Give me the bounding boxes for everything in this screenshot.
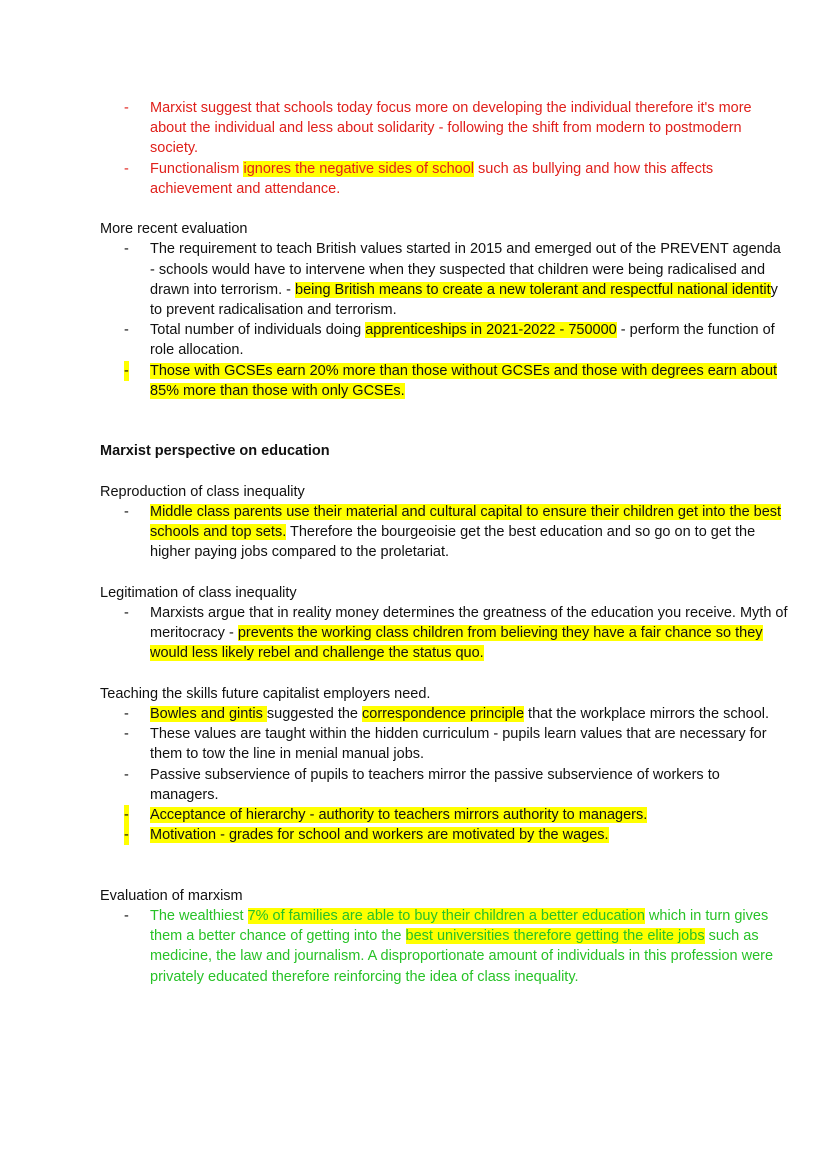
item-text: Passive subservience of pupils to teachers mirror the passive subservience of workers to managers. [150, 766, 720, 803]
item-text: - perform the function of role allocation. [150, 322, 775, 359]
list-item [100, 704, 788, 724]
bullet-dash: - [124, 361, 129, 381]
item-text: Therefore the bourgeoisie get the best education and so go on to get the higher paying jobs compared to the proletariat. [150, 524, 756, 561]
highlighted-text: 7% of families are able to buy their children a better education [247, 908, 645, 925]
item-text: The requirement to teach British values started in 2015 and emerged out of the PREVENT agenda - schools would have to intervene when they suspected that children were being radicalised and drawn into terrorism. - [150, 241, 781, 298]
item-text: which in turn gives them a better chance of getting into the [150, 908, 769, 945]
highlighted-text: Those with GCSEs earn 20% more than those without GCSEs and those with degrees earn about 85% more than those with only GCSEs. [150, 362, 778, 399]
item-text: such as bullying and how this affects achievement and attendance. [150, 160, 714, 197]
highlighted-text: being British means to create a new tolerant and respectful national identit [295, 281, 771, 298]
subsection-title-reproduction: Reproduction of class inequality [100, 483, 305, 500]
bullet-dash: - [124, 726, 129, 743]
highlighted-text: Bowles and gintis [150, 706, 267, 723]
legitimation-list [100, 603, 788, 664]
list-item [100, 239, 788, 320]
highlighted-text: prevents the working class children from believing they have a fair chance so they would less likely rebel and challenge the status quo. [150, 625, 763, 662]
bullet-dash: - [124, 805, 129, 825]
highlighted-text: best universities therefore getting the elite jobs [405, 928, 705, 945]
list-item [100, 724, 788, 764]
list-item [100, 361, 788, 401]
highlighted-text: correspondence principle [362, 706, 525, 723]
bullet-dash: - [124, 825, 129, 845]
list-item [100, 98, 788, 159]
item-text: Marxists argue that in reality money determines the greatness of the education you receive. Myth of meritocracy - [150, 605, 788, 642]
bullet-dash: - [124, 766, 129, 783]
bullet-dash: - [124, 100, 129, 116]
evaluation-list [100, 906, 788, 987]
bullet-dash: - [124, 706, 129, 723]
item-text: suggested the [266, 706, 363, 723]
bullet-dash: - [124, 160, 129, 177]
bullet-dash: - [124, 322, 129, 339]
skills-list [100, 704, 788, 845]
recent-list [100, 239, 788, 401]
list-item [100, 603, 788, 664]
intro-list [100, 98, 788, 199]
item-text: Marxist suggest that schools today focus more on developing the individual therefore it's more about the individual and less about solidarity - following the shift from modern to postmodern society. [150, 100, 752, 157]
item-text: These values are taught within the hidden curriculum - pupils learn values that are necessary for them to tow the line in menial manual jobs. [150, 726, 767, 763]
list-item [100, 502, 788, 563]
item-text: Functionalism [150, 160, 244, 177]
reproduction-list [100, 502, 788, 563]
highlighted-text: Middle class parents use their material and cultural capital to ensure their children get into the best schools and top sets. [150, 504, 782, 541]
highlighted-text: ignores the negative sides of school [243, 160, 475, 177]
list-item [100, 320, 788, 360]
section-heading-marxist: Marxist perspective on education [100, 443, 330, 460]
highlighted-text: Acceptance of hierarchy - authority to teachers mirrors authority to managers. [150, 807, 648, 824]
bullet-dash: - [124, 605, 129, 622]
subsection-title-legitimation: Legitimation of class inequality [100, 584, 297, 601]
item-text: Total number of individuals doing [150, 322, 366, 339]
list-item [100, 765, 788, 805]
bullet-dash: - [124, 908, 129, 925]
bullet-dash: - [124, 241, 129, 258]
subsection-title-skills: Teaching the skills future capitalist employers need. [100, 685, 431, 702]
item-text: The wealthiest [150, 908, 248, 925]
list-item [100, 906, 788, 987]
section-title-recent: More recent evaluation [100, 221, 248, 238]
subsection-title-evaluation: Evaluation of marxism [100, 887, 243, 904]
item-text: y to prevent radicalisation and terrorism. [150, 281, 778, 319]
list-item [100, 805, 788, 825]
highlighted-text: Motivation - grades for school and workers are motivated by the wages. [150, 827, 609, 844]
list-item [100, 825, 788, 845]
bullet-dash: - [124, 504, 129, 521]
list-item [100, 159, 788, 199]
item-text: such as medicine, the law and journalism. A disproportionate amount of individuals in this profession were privately educated therefore reinforcing the idea of class inequality. [150, 928, 774, 985]
item-text: that the workplace mirrors the school. [524, 706, 770, 723]
highlighted-text: apprenticeships in 2021-2022 - 750000 [365, 322, 617, 339]
